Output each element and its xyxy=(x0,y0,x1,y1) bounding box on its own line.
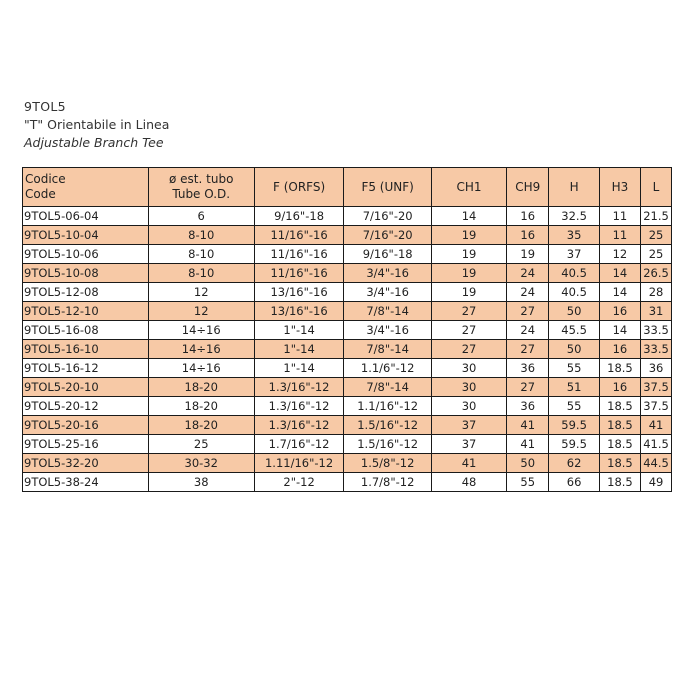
cell-od: 14÷16 xyxy=(148,321,254,340)
cell-od: 6 xyxy=(148,207,254,226)
cell-ch1: 27 xyxy=(431,321,506,340)
cell-h3: 18.5 xyxy=(599,454,640,473)
header-code xyxy=(23,168,149,207)
cell-h: 50 xyxy=(549,302,599,321)
cell-ch9: 27 xyxy=(507,340,549,359)
cell-l: 36 xyxy=(641,359,672,378)
header-f-orfs: F (ORFS) xyxy=(254,168,344,207)
cell-code: 9TOL5-06-04 xyxy=(23,207,149,226)
cell-f5: 3/4"-16 xyxy=(344,283,432,302)
cell-h: 35 xyxy=(549,226,599,245)
cell-ch1: 41 xyxy=(431,454,506,473)
cell-ch1: 19 xyxy=(431,245,506,264)
cell-code: 9TOL5-16-08 xyxy=(23,321,149,340)
cell-f: 11/16"-16 xyxy=(254,264,344,283)
cell-f: 1"-14 xyxy=(254,340,344,359)
cell-ch9: 27 xyxy=(507,302,549,321)
cell-od: 18-20 xyxy=(148,397,254,416)
cell-f5: 1.1/6"-12 xyxy=(344,359,432,378)
cell-ch9: 50 xyxy=(507,454,549,473)
cell-l: 41.5 xyxy=(641,435,672,454)
cell-od: 12 xyxy=(148,302,254,321)
cell-l: 21.5 xyxy=(641,207,672,226)
cell-ch9: 16 xyxy=(507,207,549,226)
cell-f5: 1.5/8"-12 xyxy=(344,454,432,473)
cell-ch1: 14 xyxy=(431,207,506,226)
cell-l: 41 xyxy=(641,416,672,435)
cell-h3: 14 xyxy=(599,264,640,283)
cell-code: 9TOL5-32-20 xyxy=(23,454,149,473)
cell-h3: 18.5 xyxy=(599,435,640,454)
cell-ch1: 48 xyxy=(431,473,506,492)
table-row xyxy=(23,397,672,416)
table-row xyxy=(23,226,672,245)
cell-f: 1"-14 xyxy=(254,321,344,340)
header-tube-od xyxy=(148,168,254,207)
cell-f5: 3/4"-16 xyxy=(344,321,432,340)
cell-h3: 11 xyxy=(599,207,640,226)
cell-h3: 18.5 xyxy=(599,473,640,492)
header-h: H xyxy=(549,168,599,207)
cell-code: 9TOL5-20-16 xyxy=(23,416,149,435)
cell-code: 9TOL5-10-08 xyxy=(23,264,149,283)
cell-h3: 16 xyxy=(599,378,640,397)
cell-h: 55 xyxy=(549,359,599,378)
cell-ch9: 24 xyxy=(507,264,549,283)
cell-od: 14÷16 xyxy=(148,340,254,359)
header-ch9: CH9 xyxy=(507,168,549,207)
cell-f5: 1.5/16"-12 xyxy=(344,435,432,454)
cell-od: 12 xyxy=(148,283,254,302)
table-row xyxy=(23,264,672,283)
cell-f: 11/16"-16 xyxy=(254,226,344,245)
cell-ch9: 36 xyxy=(507,397,549,416)
cell-ch1: 30 xyxy=(431,378,506,397)
cell-h3: 14 xyxy=(599,321,640,340)
cell-ch1: 19 xyxy=(431,283,506,302)
cell-f: 13/16"-16 xyxy=(254,283,344,302)
table-row xyxy=(23,302,672,321)
cell-h: 32.5 xyxy=(549,207,599,226)
cell-h: 62 xyxy=(549,454,599,473)
cell-ch9: 24 xyxy=(507,321,549,340)
header-od-en: Tube O.D. xyxy=(172,187,231,201)
cell-code: 9TOL5-16-12 xyxy=(23,359,149,378)
cell-f: 1.3/16"-12 xyxy=(254,378,344,397)
table-row xyxy=(23,359,672,378)
cell-l: 31 xyxy=(641,302,672,321)
table-row xyxy=(23,245,672,264)
cell-h: 55 xyxy=(549,397,599,416)
table-row xyxy=(23,473,672,492)
product-name-italian: "T" Orientabile in Linea xyxy=(24,117,170,132)
cell-f5: 7/16"-20 xyxy=(344,226,432,245)
cell-l: 25 xyxy=(641,245,672,264)
header-h3: H3 xyxy=(599,168,640,207)
header-f5-unf: F5 (UNF) xyxy=(344,168,432,207)
cell-od: 8-10 xyxy=(148,245,254,264)
cell-f: 1.3/16"-12 xyxy=(254,397,344,416)
cell-ch1: 19 xyxy=(431,264,506,283)
cell-code: 9TOL5-20-10 xyxy=(23,378,149,397)
product-name-english: Adjustable Branch Tee xyxy=(24,135,164,150)
cell-l: 28 xyxy=(641,283,672,302)
cell-l: 25 xyxy=(641,226,672,245)
cell-h: 40.5 xyxy=(549,264,599,283)
cell-code: 9TOL5-16-10 xyxy=(23,340,149,359)
cell-h: 59.5 xyxy=(549,435,599,454)
cell-f: 1.3/16"-12 xyxy=(254,416,344,435)
cell-ch9: 27 xyxy=(507,378,549,397)
cell-code: 9TOL5-10-04 xyxy=(23,226,149,245)
cell-f: 2"-12 xyxy=(254,473,344,492)
cell-f5: 1.7/8"-12 xyxy=(344,473,432,492)
product-heading xyxy=(24,98,169,152)
cell-f5: 3/4"-16 xyxy=(344,264,432,283)
cell-ch9: 55 xyxy=(507,473,549,492)
header-code-en: Code xyxy=(25,187,56,201)
cell-code: 9TOL5-12-10 xyxy=(23,302,149,321)
cell-ch1: 30 xyxy=(431,397,506,416)
cell-ch9: 41 xyxy=(507,416,549,435)
cell-h3: 16 xyxy=(599,340,640,359)
cell-ch1: 19 xyxy=(431,226,506,245)
cell-f: 1.11/16"-12 xyxy=(254,454,344,473)
cell-l: 26.5 xyxy=(641,264,672,283)
cell-code: 9TOL5-20-12 xyxy=(23,397,149,416)
table-row xyxy=(23,283,672,302)
cell-h3: 18.5 xyxy=(599,359,640,378)
cell-od: 18-20 xyxy=(148,378,254,397)
table-row xyxy=(23,207,672,226)
cell-h: 51 xyxy=(549,378,599,397)
cell-f: 13/16"-16 xyxy=(254,302,344,321)
cell-ch9: 16 xyxy=(507,226,549,245)
cell-h: 40.5 xyxy=(549,283,599,302)
product-code-title: 9TOL5 xyxy=(24,99,66,114)
cell-ch9: 41 xyxy=(507,435,549,454)
cell-h3: 16 xyxy=(599,302,640,321)
cell-h3: 12 xyxy=(599,245,640,264)
cell-f5: 7/8"-14 xyxy=(344,340,432,359)
cell-l: 49 xyxy=(641,473,672,492)
cell-h3: 11 xyxy=(599,226,640,245)
cell-od: 18-20 xyxy=(148,416,254,435)
cell-od: 25 xyxy=(148,435,254,454)
table-row xyxy=(23,340,672,359)
cell-ch9: 24 xyxy=(507,283,549,302)
table-row xyxy=(23,321,672,340)
header-od-it: ø est. tubo xyxy=(169,172,234,186)
cell-code: 9TOL5-38-24 xyxy=(23,473,149,492)
table-body xyxy=(23,207,672,492)
cell-f5: 9/16"-18 xyxy=(344,245,432,264)
specification-table xyxy=(22,167,672,492)
cell-h: 45.5 xyxy=(549,321,599,340)
table-header-row xyxy=(23,168,672,207)
cell-ch1: 37 xyxy=(431,416,506,435)
cell-f5: 7/8"-14 xyxy=(344,302,432,321)
cell-od: 38 xyxy=(148,473,254,492)
cell-h3: 14 xyxy=(599,283,640,302)
header-ch1: CH1 xyxy=(431,168,506,207)
cell-od: 8-10 xyxy=(148,226,254,245)
cell-f: 1"-14 xyxy=(254,359,344,378)
cell-h: 59.5 xyxy=(549,416,599,435)
cell-l: 33.5 xyxy=(641,340,672,359)
cell-f5: 7/8"-14 xyxy=(344,378,432,397)
cell-ch1: 37 xyxy=(431,435,506,454)
cell-f5: 1.5/16"-12 xyxy=(344,416,432,435)
header-l: L xyxy=(641,168,672,207)
cell-f: 1.7/16"-12 xyxy=(254,435,344,454)
cell-h3: 18.5 xyxy=(599,416,640,435)
cell-ch1: 30 xyxy=(431,359,506,378)
cell-f: 11/16"-16 xyxy=(254,245,344,264)
cell-ch9: 19 xyxy=(507,245,549,264)
cell-ch9: 36 xyxy=(507,359,549,378)
cell-f5: 7/16"-20 xyxy=(344,207,432,226)
cell-ch1: 27 xyxy=(431,302,506,321)
cell-h: 66 xyxy=(549,473,599,492)
cell-h: 50 xyxy=(549,340,599,359)
cell-f5: 1.1/16"-12 xyxy=(344,397,432,416)
cell-l: 44.5 xyxy=(641,454,672,473)
cell-l: 37.5 xyxy=(641,397,672,416)
table-row xyxy=(23,378,672,397)
table-row xyxy=(23,454,672,473)
cell-l: 37.5 xyxy=(641,378,672,397)
cell-code: 9TOL5-25-16 xyxy=(23,435,149,454)
cell-code: 9TOL5-10-06 xyxy=(23,245,149,264)
cell-f: 9/16"-18 xyxy=(254,207,344,226)
cell-od: 30-32 xyxy=(148,454,254,473)
table-row xyxy=(23,416,672,435)
cell-od: 14÷16 xyxy=(148,359,254,378)
cell-code: 9TOL5-12-08 xyxy=(23,283,149,302)
cell-h3: 18.5 xyxy=(599,397,640,416)
cell-ch1: 27 xyxy=(431,340,506,359)
header-code-it: Codice xyxy=(25,172,66,186)
table-row xyxy=(23,435,672,454)
cell-h: 37 xyxy=(549,245,599,264)
cell-od: 8-10 xyxy=(148,264,254,283)
cell-l: 33.5 xyxy=(641,321,672,340)
